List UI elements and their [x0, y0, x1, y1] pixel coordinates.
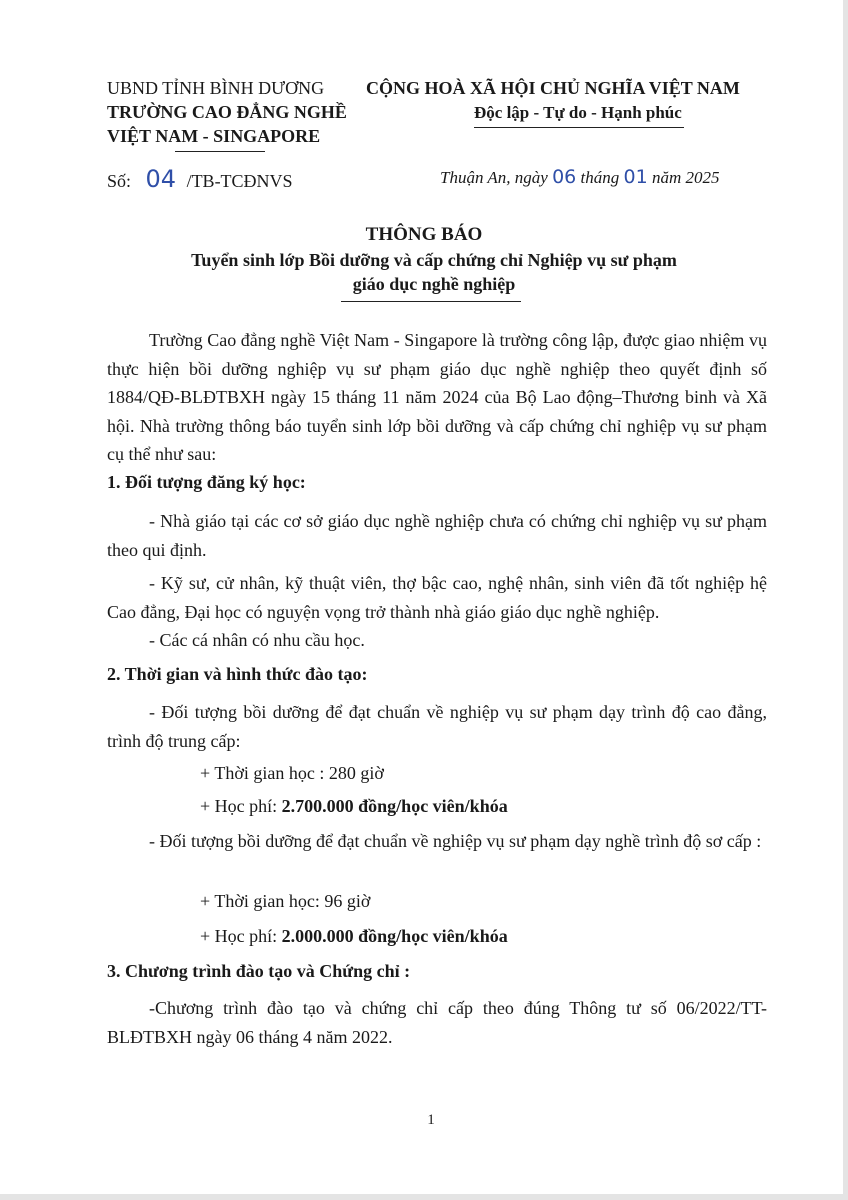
group-2-study-time: + Thời gian học: 96 giờ: [200, 891, 371, 911]
section-2-group-1: - Đối tượng bồi dưỡng để đạt chuẩn về nghiệp vụ sư phạm dạy trình độ cao đẳng, trình độ trung cấp:: [107, 702, 767, 751]
handwritten-number: 04: [145, 165, 177, 193]
motto-underline: [474, 127, 684, 128]
place-label: Thuận An, ngày: [440, 168, 548, 187]
group-1-tuition: [200, 796, 508, 817]
section-1-item-2: - Kỹ sư, cử nhân, kỹ thuật viên, thợ bậc cao, nghệ nhân, sinh viên đã tốt nghiệp hệ Cao đẳng, Đại học có nguyện vọng trở thành nhà giáo giáo dục nghề nghiệp.: [107, 573, 767, 622]
group-2-tuition-label: + Học phí:: [200, 926, 282, 946]
handwritten-day: 06: [552, 166, 577, 188]
scan-edge-bottom: [0, 1194, 848, 1200]
org-underline: [175, 151, 265, 152]
nation-title: CỘNG HOÀ XÃ HỘI CHỦ NGHĨA VIỆT NAM: [366, 78, 740, 98]
section-3-item-1: -Chương trình đào tạo và chứng chỉ cấp theo đúng Thông tư số 06/2022/TT-BLĐTBXH ngày 06 tháng 4 năm 2022.: [107, 998, 767, 1047]
org-line-1: UBND TỈNH BÌNH DƯƠNG: [107, 78, 325, 98]
org-line-3: VIỆT NAM - SINGAPORE: [107, 126, 321, 146]
scan-edge-right: [843, 0, 848, 1200]
group-1-study-time: + Thời gian học : 280 giờ: [200, 763, 384, 783]
group-2-tuition: [200, 926, 508, 947]
org-line-2: TRƯỜNG CAO ĐẲNG NGHỀ: [107, 102, 347, 122]
place-date: [440, 166, 719, 188]
notice-subtitle-2: giáo dục nghề nghiệp: [352, 274, 516, 294]
group-1-tuition-value: 2.700.000 đồng/học viên/khóa: [281, 796, 508, 816]
document-number: [107, 165, 293, 193]
notice-title: THÔNG BÁO: [365, 224, 483, 245]
motto: Độc lập - Tự do - Hạnh phúc: [474, 103, 682, 122]
title-underline: [341, 301, 521, 302]
group-1-tuition-label: + Học phí:: [200, 796, 282, 816]
intro-paragraph: Trường Cao đẳng nghề Việt Nam - Singapore là trường công lập, được giao nhiệm vụ thực hiện bồi dưỡng nghiệp vụ sư phạm giáo dục nghề nghiệp theo quyết định số 1884/QĐ-BLĐTBXH ngày 15 tháng 11 năm 2024 của Bộ Lao động–Thương binh và Xã hội. Nhà trường thông báo tuyển sinh lớp bồi dưỡng và cấp chứng chỉ nghiệp vụ sư phạm cụ thể như sau:: [107, 330, 767, 464]
year-label: năm 2025: [651, 168, 720, 187]
section-1-heading: 1. Đối tượng đăng ký học:: [107, 472, 306, 492]
section-3-heading: 3. Chương trình đào tạo và Chứng chỉ :: [107, 961, 411, 981]
notice-subtitle-1: Tuyển sinh lớp Bồi dưỡng và cấp chứng chỉ Nghiệp vụ sư phạm: [191, 250, 677, 270]
number-label: Số:: [107, 171, 132, 191]
section-2-heading: 2. Thời gian và hình thức đào tạo:: [107, 664, 368, 684]
group-2-tuition-value: 2.000.000 đồng/học viên/khóa: [281, 926, 508, 946]
handwritten-month: 01: [623, 166, 648, 188]
section-1-item-3: - Các cá nhân có nhu cầu học.: [149, 630, 365, 650]
number-suffix: /TB-TCĐNVS: [186, 171, 293, 191]
month-label: tháng: [580, 168, 620, 187]
section-2-group-2: - Đối tượng bồi dưỡng để đạt chuẩn về nghiệp vụ sư phạm dạy nghề trình độ sơ cấp :: [149, 831, 762, 851]
page-number: 1: [427, 1112, 435, 1128]
section-1-item-1: - Nhà giáo tại các cơ sở giáo dục nghề nghiệp chưa có chứng chỉ nghiệp vụ sư phạm theo qui định.: [107, 511, 767, 560]
